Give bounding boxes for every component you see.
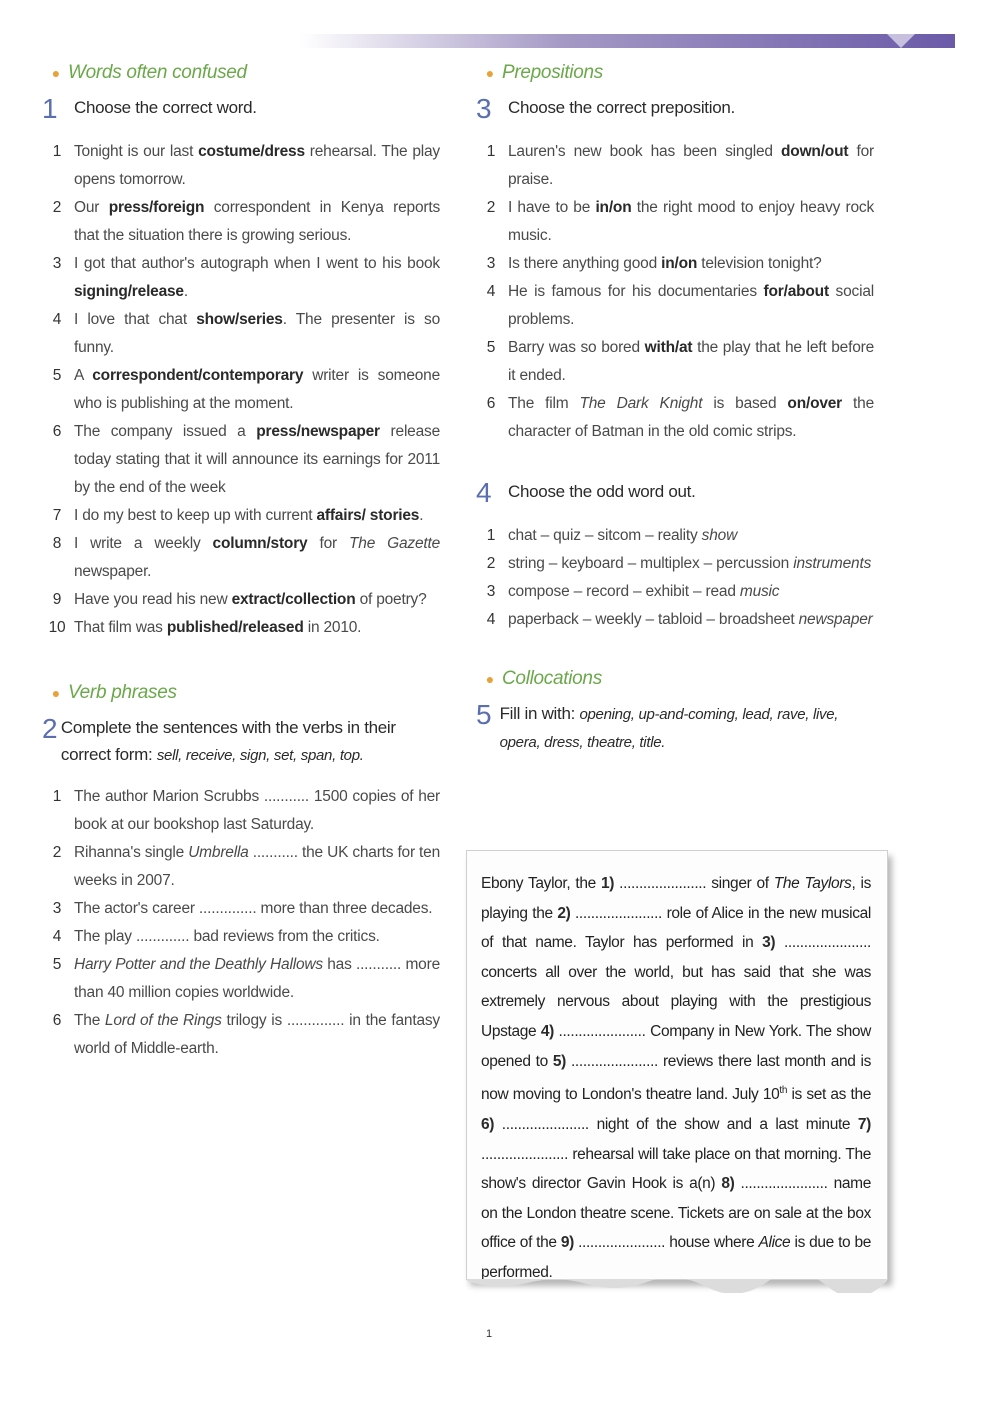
item-text	[74, 586, 440, 614]
answer-option: 8)	[721, 1175, 735, 1193]
italic-text: show	[701, 527, 738, 544]
answer-option: in/on	[661, 255, 698, 272]
text-run: th	[779, 1085, 788, 1097]
list-item	[40, 362, 440, 418]
text-run: Rihanna's single	[74, 844, 189, 861]
list-item	[40, 418, 440, 502]
text-run: Our	[74, 199, 109, 216]
item-number: 5	[52, 956, 62, 973]
list-item	[474, 578, 874, 606]
answer-option: 9)	[560, 1234, 574, 1252]
verb-list: sell, receive, sign, set, span, top.	[156, 747, 364, 764]
item-number: 1	[486, 143, 496, 160]
list-item	[40, 250, 440, 306]
item-number: 1	[52, 143, 62, 160]
text-run: social problems.	[508, 283, 874, 328]
text-run: The film	[508, 395, 580, 412]
italic-text: Alice	[758, 1234, 791, 1252]
exercise-title: Complete the sentences with the verbs in their correct form: sell, receive, sign, set, span, top.	[60, 718, 396, 764]
exercise-4-header	[474, 478, 874, 508]
answer-option: extract/collection	[231, 591, 356, 608]
answer-option: with/at	[644, 339, 693, 356]
text-run: in 2010.	[303, 619, 362, 636]
answer-option: press/newspaper	[256, 423, 380, 440]
item-text	[74, 250, 440, 306]
text-run: Have you read his new	[74, 591, 232, 608]
text-run: Ebony Taylor, the	[481, 875, 601, 892]
text-run: . The presenter is so funny.	[74, 311, 441, 356]
text-run: The play ............. bad reviews from the critics.	[74, 928, 380, 945]
list-item	[474, 606, 874, 634]
item-text	[74, 530, 440, 586]
section-words-often-confused	[40, 58, 440, 88]
item-text	[508, 522, 874, 550]
item-text	[74, 502, 440, 530]
item-number: 3	[52, 255, 62, 272]
item-number: 4	[52, 928, 62, 945]
item-number: 5	[486, 339, 496, 356]
text-run: the right mood to enjoy heavy rock music.	[508, 199, 874, 244]
item-number: 3	[486, 583, 496, 600]
exercise-5-header	[474, 700, 874, 756]
section-prepositions	[474, 58, 874, 88]
exercise-number: 1	[42, 93, 58, 124]
text-run: string – keyboard – multiplex – percussion	[508, 555, 794, 572]
answer-option: correspondent/contemporary	[92, 367, 304, 384]
top-banner	[300, 34, 955, 48]
exercise-number: 2	[42, 713, 58, 744]
item-number: 9	[52, 591, 62, 608]
answer-option: 1)	[601, 875, 615, 892]
text-run: of poetry?	[355, 591, 427, 608]
text-run: ...................... singer of	[614, 875, 774, 892]
item-text	[74, 839, 440, 895]
item-number: 3	[52, 900, 62, 917]
item-number: 1	[52, 788, 62, 805]
list-item	[40, 614, 440, 642]
item-number: 5	[52, 367, 62, 384]
item-text	[508, 194, 874, 250]
answer-option: 3)	[762, 934, 776, 952]
text-run: I got that author's autograph when I went to his book	[74, 255, 440, 272]
item-text	[74, 1007, 440, 1063]
exercise-1-header	[40, 94, 440, 124]
item-text	[508, 278, 874, 334]
answer-option: down/out	[781, 143, 849, 160]
italic-text: instruments	[793, 555, 872, 572]
list-item	[474, 334, 874, 390]
item-number: 4	[486, 283, 496, 300]
item-number: 2	[486, 555, 496, 572]
section-title: Prepositions	[502, 62, 603, 83]
answer-option: affairs/ stories	[316, 507, 420, 524]
answer-option: published/released	[166, 619, 304, 636]
list-item	[474, 390, 874, 446]
text-run: writer is someone who is publishing at the moment.	[74, 367, 441, 412]
answer-option: column/story	[212, 535, 308, 552]
text-run: I have to be	[508, 199, 596, 216]
text-run: I love that chat	[74, 311, 197, 328]
item-number: 4	[52, 311, 62, 328]
text-run: Barry was so bored	[508, 339, 645, 356]
item-text	[74, 306, 440, 362]
text-run: The actor's career .............. more than three decades.	[74, 900, 433, 917]
text-run: ...................... house where	[573, 1234, 759, 1252]
exercise-number: 5	[476, 699, 492, 730]
text-run: ...................... name on the London theatre scene. Tickets are on sale at the box office of the	[481, 1175, 871, 1252]
list-item	[40, 586, 440, 614]
right-column	[474, 58, 874, 756]
item-number: 6	[52, 423, 62, 440]
exercise-number: 4	[476, 477, 492, 508]
italic-text: newspaper	[798, 611, 873, 628]
item-text	[508, 138, 874, 194]
bullet-icon: ●	[51, 65, 61, 81]
text-run: trilogy is .............. in the fantasy world of Middle-earth.	[74, 1012, 440, 1057]
item-number: 10	[48, 619, 66, 636]
item-text	[508, 578, 874, 606]
item-number: 8	[52, 535, 62, 552]
item-text	[74, 418, 440, 502]
list-item	[40, 895, 440, 923]
text-run: The company issued a	[74, 423, 257, 440]
text-run: Is there anything good	[508, 255, 662, 272]
item-number: 2	[52, 844, 62, 861]
exercise-title: Choose the odd word out.	[508, 482, 696, 501]
torn-edge	[467, 1279, 887, 1293]
item-number: 6	[52, 1012, 62, 1029]
text-run: chat – quiz – sitcom – reality	[508, 527, 702, 544]
text-run: I write a weekly	[74, 535, 213, 552]
item-text	[74, 194, 440, 250]
answer-option: 7)	[857, 1115, 871, 1133]
list-item	[474, 250, 874, 278]
text-run: for	[307, 535, 349, 552]
item-number: 2	[52, 199, 62, 216]
item-text	[74, 138, 440, 194]
text-run: paperback – weekly – tabloid – broadsheet	[508, 611, 799, 628]
list-item	[474, 194, 874, 250]
answer-option: for/about	[763, 283, 829, 300]
section-collocations	[474, 664, 874, 694]
exercise-3-list	[474, 138, 874, 446]
text-run: That film was	[74, 619, 167, 636]
list-item	[40, 194, 440, 250]
list-item	[40, 951, 440, 1007]
exercise-2-header	[40, 714, 440, 769]
italic-text: The Gazette	[349, 535, 441, 552]
page-number: 1	[486, 1328, 493, 1340]
text-run: ...................... Company in New York. The show opened to	[481, 1022, 871, 1070]
text-run: is due to be performed.	[481, 1234, 871, 1281]
text-run: ........... the UK charts for ten weeks in 2007.	[74, 844, 440, 889]
item-text	[508, 550, 874, 578]
section-title: Words often confused	[68, 62, 247, 83]
italic-text: Lord of the Rings	[104, 1012, 222, 1029]
text-run: , is playing the	[481, 875, 871, 922]
bullet-icon: ●	[485, 65, 495, 81]
item-text	[74, 895, 440, 923]
list-item	[40, 839, 440, 895]
item-number: 2	[486, 199, 496, 216]
left-column	[40, 58, 440, 1063]
text-run: ...................... reviews there last month and is now moving to London's theatre land. July 10	[481, 1052, 872, 1104]
italic-text: Umbrella	[188, 844, 249, 861]
item-number: 7	[52, 507, 62, 524]
text-run: newspaper.	[74, 563, 152, 580]
text-run: is set as the	[787, 1086, 871, 1104]
text-run: ...................... role of Alice in the new musical of that name. Taylor has performed in	[481, 904, 871, 952]
item-text	[508, 334, 874, 390]
answer-option: 2)	[557, 904, 571, 922]
text-run: for praise.	[508, 143, 874, 188]
text-run: .	[419, 507, 424, 524]
text-run: ...................... concerts all over the world, but has said that she was extremely nervous about playing with the prestigious Upstage	[481, 934, 872, 1040]
text-run: ...................... night of the show and a last minute	[494, 1115, 858, 1133]
section-title: Collocations	[502, 668, 602, 689]
text-run: Lauren's new book has been singled	[508, 143, 782, 160]
text-run: is based	[702, 395, 788, 412]
list-item	[474, 550, 874, 578]
list-item	[474, 522, 874, 550]
answer-option: show/series	[196, 311, 283, 328]
text-run: the character of Batman in the old comic strips.	[508, 395, 874, 440]
answer-option: 6)	[481, 1115, 495, 1133]
exercise-title: Choose the correct preposition.	[508, 98, 735, 117]
answer-option: 5)	[552, 1052, 566, 1070]
bullet-icon: ●	[485, 671, 495, 687]
list-item	[40, 783, 440, 839]
italic-text: Harry Potter and the Deathly Hallows	[74, 956, 323, 973]
answer-option: 4)	[540, 1022, 554, 1040]
item-text	[508, 606, 874, 634]
text-run: has ........... more than 40 million copies worldwide.	[74, 956, 440, 1001]
text-run: I do my best to keep up with current	[74, 507, 317, 524]
exercise-number: 3	[476, 93, 492, 124]
bullet-icon: ●	[51, 685, 61, 701]
italic-text: The Dark Knight	[579, 395, 703, 412]
list-item	[474, 138, 874, 194]
exercise-title: Fill in with: opening, up-and-coming, lead, rave, live, opera, dress, theatre, title.	[499, 704, 839, 751]
item-text	[74, 362, 440, 418]
item-text	[508, 390, 874, 446]
text-run: the play that he left before it ended.	[508, 339, 874, 384]
text-run: correspondent in Kenya reports that the situation there is growing serious.	[74, 199, 440, 244]
item-text	[74, 951, 440, 1007]
text-run: ...................... rehearsal will take place on that morning. The show's director Gavin Hook is a(n)	[481, 1145, 871, 1193]
item-text	[74, 923, 440, 951]
list-item	[40, 1007, 440, 1063]
item-number: 3	[486, 255, 496, 272]
list-item	[40, 923, 440, 951]
text-run: The	[74, 1012, 105, 1029]
exercise-3-header	[474, 94, 874, 124]
text-run: He is famous for his documentaries	[508, 283, 764, 300]
passage-box	[466, 850, 888, 1280]
exercise-1-list	[40, 138, 440, 642]
text-run: rehearsal. The play opens tomorrow.	[74, 143, 440, 188]
answer-option: press/foreign	[108, 199, 205, 216]
exercise-4-list	[474, 522, 874, 634]
italic-text: The Taylors	[773, 875, 852, 892]
exercise-title: Choose the correct word.	[74, 98, 257, 117]
exercise-2-list	[40, 783, 440, 1063]
section-verb-phrases	[40, 678, 440, 708]
item-number: 6	[486, 395, 496, 412]
passage-text	[481, 869, 871, 1287]
text-run: release today stating that it will announce its earnings for 2011 by the end of the week	[74, 423, 440, 496]
list-item	[40, 530, 440, 586]
item-text	[74, 614, 440, 642]
text-run: .	[183, 283, 188, 300]
item-number: 4	[486, 611, 496, 628]
text-run: A	[74, 367, 93, 384]
answer-option: on/over	[787, 395, 843, 412]
answer-option: signing/release	[74, 283, 184, 300]
list-item	[40, 502, 440, 530]
answer-option: in/on	[595, 199, 632, 216]
list-item	[40, 306, 440, 362]
text-run: The author Marion Scrubbs ........... 1500 copies of her book at our bookshop last Saturday.	[74, 788, 440, 833]
section-title: Verb phrases	[68, 682, 177, 703]
italic-text: music	[739, 583, 780, 600]
list-item	[474, 278, 874, 334]
word-list: opening, up-and-coming, lead, rave, live, opera, dress, theatre, title.	[499, 706, 839, 751]
item-text	[508, 250, 874, 278]
text-run: compose – record – exhibit – read	[508, 583, 740, 600]
text-run: television tonight?	[697, 255, 822, 272]
list-item	[40, 138, 440, 194]
text-run: Tonight is our last	[74, 143, 199, 160]
item-text	[74, 783, 440, 839]
item-number: 1	[486, 527, 496, 544]
answer-option: costume/dress	[198, 143, 305, 160]
